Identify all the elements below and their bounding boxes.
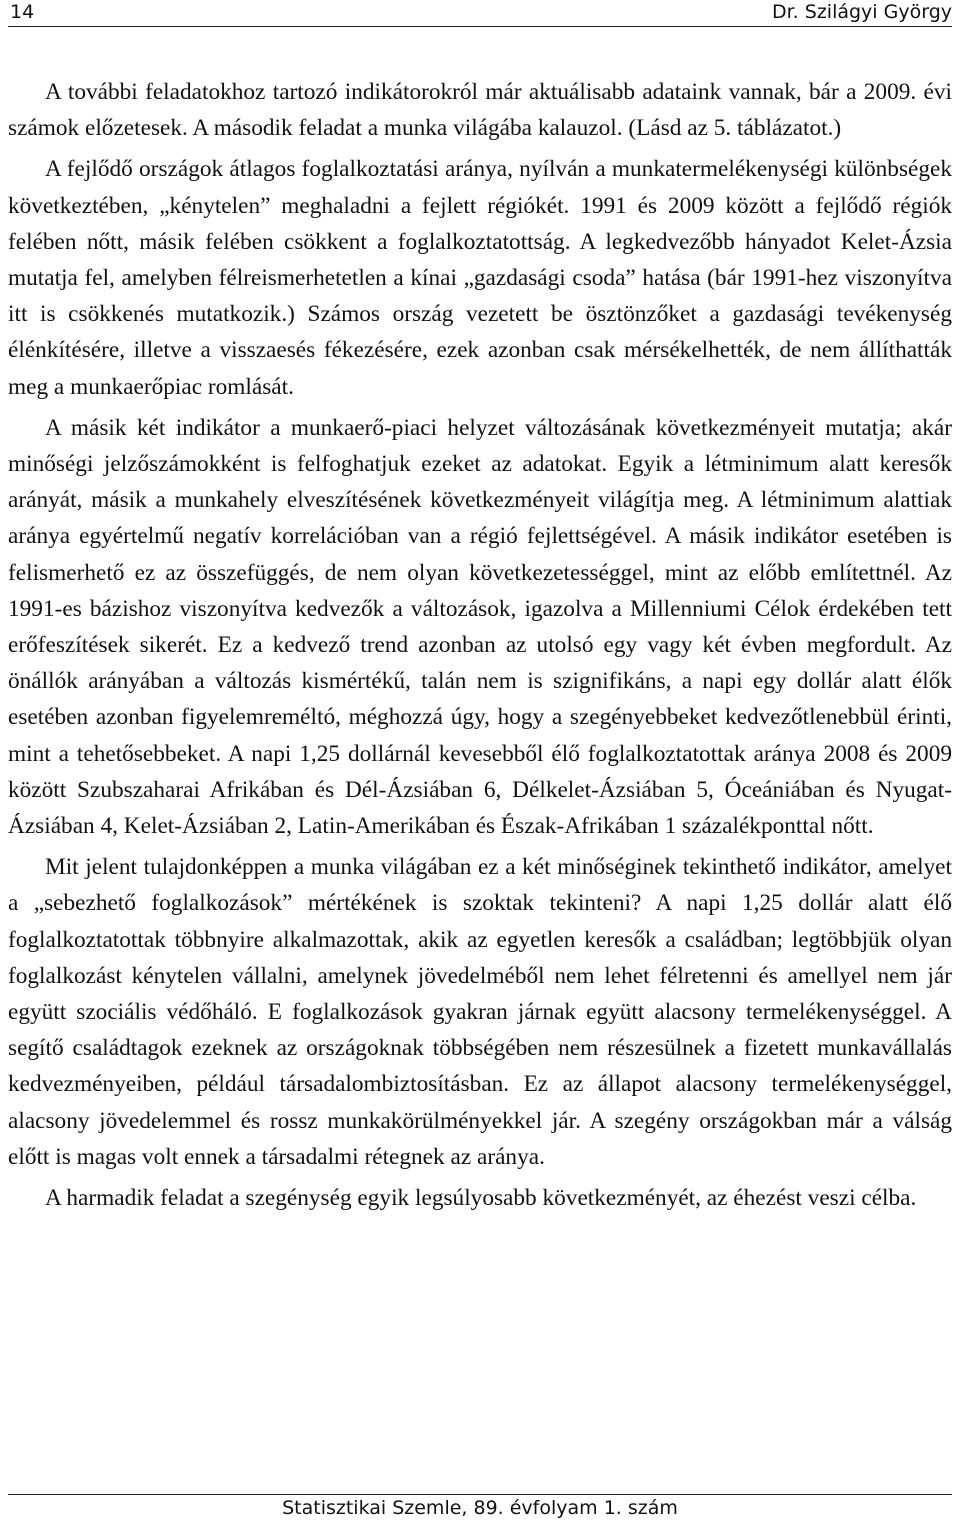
page-header (8, 0, 952, 27)
page-number: 14 (10, 1, 35, 23)
paragraph: A harmadik feladat a szegénység egyik legsúlyosabb következményét, az éhezést veszi célba. (45, 1185, 917, 1212)
paragraph: A másik két indikátor a munkaerő-piaci helyzet változásának következményeit mutatja; akár minőségi jelzőszámokként is felfoghatjuk ezeket az adatokat. Egyik a létminimum alatt keresők arányát, másik a munkahely elveszítésének következményeit világítja meg. A létminimum alattiak aránya egyértelmű negatív korrelációban van a régió fejlettségével. A másik indikátor esetében is felismerhető ez az összefüggés, de nem olyan következetességgel, mint az előbb említettnél. Az 1991-es bázishoz viszonyítva kedvezők a változások, igazolva a Millenniumi Célok érdekében tett erőfeszítések sikerét. Ez a kedvező trend azonban az utolsó egy vagy két évben megfordult. Az önállók arányában a változás kismértékű, talán nem is szignifikáns, a napi egy dollár alatt élők esetében azonban figyelemreméltó, méghozzá úgy, hogy a szegényebbeket kedvezőtlenebbül érinti, mint a tehetősebbeket. A napi 1,25 dollárnál kevesebből élő foglalkoztatottak aránya 2008 és 2009 között Szubszaharai Afrikában és Dél-Ázsiában 6, Délkelet-Ázsiában 5, Óceániában és Nyugat-Ázsiában 4, Kelet-Ázsiában 2, Latin-Amerikában és Észak-Afrikában 1 százalékponttal nőtt. (8, 414, 952, 840)
article-body (8, 74, 952, 1216)
paragraph: A fejlődő országok átlagos foglalkoztatási aránya, nyílván a munkatermelékenységi különbségek következtében, „kénytelen” meghaladni a fejlett régiókét. 1991 és 2009 között a fejlődő régiók felében nőtt, másik felében csökkent a foglalkoztatottság. A legkedvezőbb hányadot Kelet-Ázsia mutatja fel, amelyben félreismerhetetlen a kínai „gazdasági csoda” hatása (bár 1991-hez viszonyítva itt is csökkenés mutatkozik.) Számos ország vezetett be ösztönzőket a gazdasági tevékenység élénkítésére, illetve a visszaesés fékezésére, ezek azonban csak mérsékelhették, de nem állíthatták meg a munkaerőpiac romlását. (8, 156, 952, 400)
page-footer (8, 1494, 952, 1521)
paragraph: A további feladatokhoz tartozó indikátorokról már aktuálisabb adataink vannak, bár a 2009. évi számok előzetesek. A második feladat a munka világába kalauzol. (Lásd az 5. táblázatot.) (8, 79, 952, 142)
journal-citation: Statisztikai Szemle, 89. évfolyam 1. szám (282, 1497, 678, 1519)
paragraph: Mit jelent tulajdonképpen a munka világában ez a két minőséginek tekinthető indikátor, amelyet a „sebezhető foglalkozások” mértékének is szoktak tekinteni? A napi 1,25 dollár alatt élő foglalkoztatottak többnyire alkalmazottak, akik az egyetlen keresők a családban; legtöbbjük olyan foglalkozást kénytelen vállalni, amelynek jövedelméből nem lehet félretenni és amellyel nem jár együtt szociális védőháló. E foglalkozások gyakran járnak együtt alacsony termelékenységgel. A segítő családtagok ezeknek az országoknak többségében nem részesülnek a fizetett munkavállalás kedvezményeiben, például társadalombiztosításban. Ez az állapot alacsony termelékenységgel, alacsony jövedelemmel és rossz munkakörülményekkel jár. A szegény országokban már a válság előtt is magas volt ennek a társadalmi rétegnek az aránya. (8, 854, 952, 1170)
running-head-author: Dr. Szilágyi György (771, 1, 952, 23)
